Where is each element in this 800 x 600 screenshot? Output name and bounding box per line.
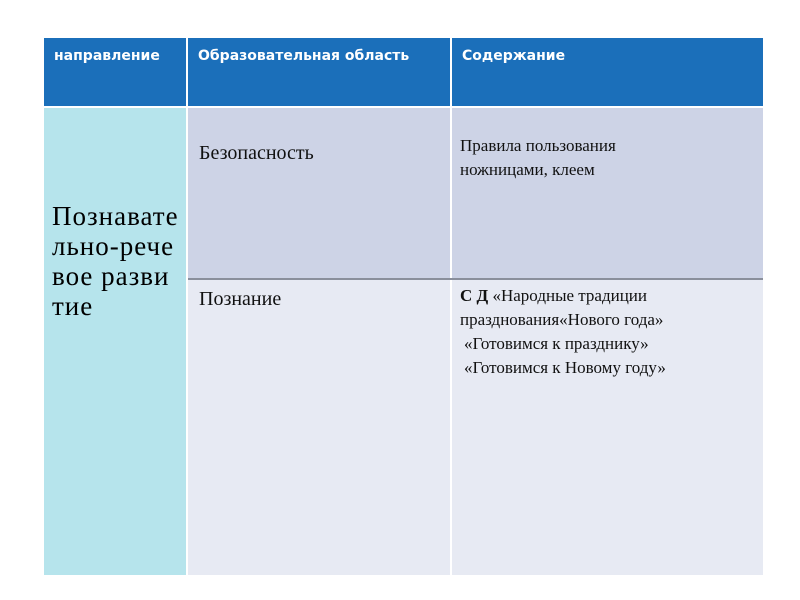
direction-cell bbox=[44, 108, 186, 575]
row2-content-line: «Готовимся к Новому году» bbox=[464, 358, 666, 377]
row-divider bbox=[188, 278, 763, 280]
row1-content-line: ножницами, клеем bbox=[460, 160, 595, 179]
row2-content-line: празднования«Нового года» bbox=[460, 310, 664, 329]
direction-value: Познавательно-речевое развитие bbox=[52, 201, 179, 321]
header-educational-area: Образовательная область bbox=[188, 38, 450, 106]
row2-area: Познание bbox=[188, 280, 450, 575]
row2-content bbox=[452, 280, 763, 575]
row1-area: Безопасность bbox=[188, 108, 450, 278]
header-content: Содержание bbox=[452, 38, 763, 106]
row1-content-line: Правила пользования bbox=[460, 136, 616, 155]
row2-content-line-1 bbox=[460, 284, 763, 308]
header-direction: направление bbox=[44, 38, 186, 106]
row2-content-line: «Готовимся к празднику» bbox=[464, 334, 649, 353]
row2-content-prefix: С Д bbox=[460, 286, 489, 305]
row1-content bbox=[452, 108, 763, 278]
row2-content-line: «Народные традиции bbox=[492, 286, 648, 305]
program-table bbox=[44, 38, 763, 575]
